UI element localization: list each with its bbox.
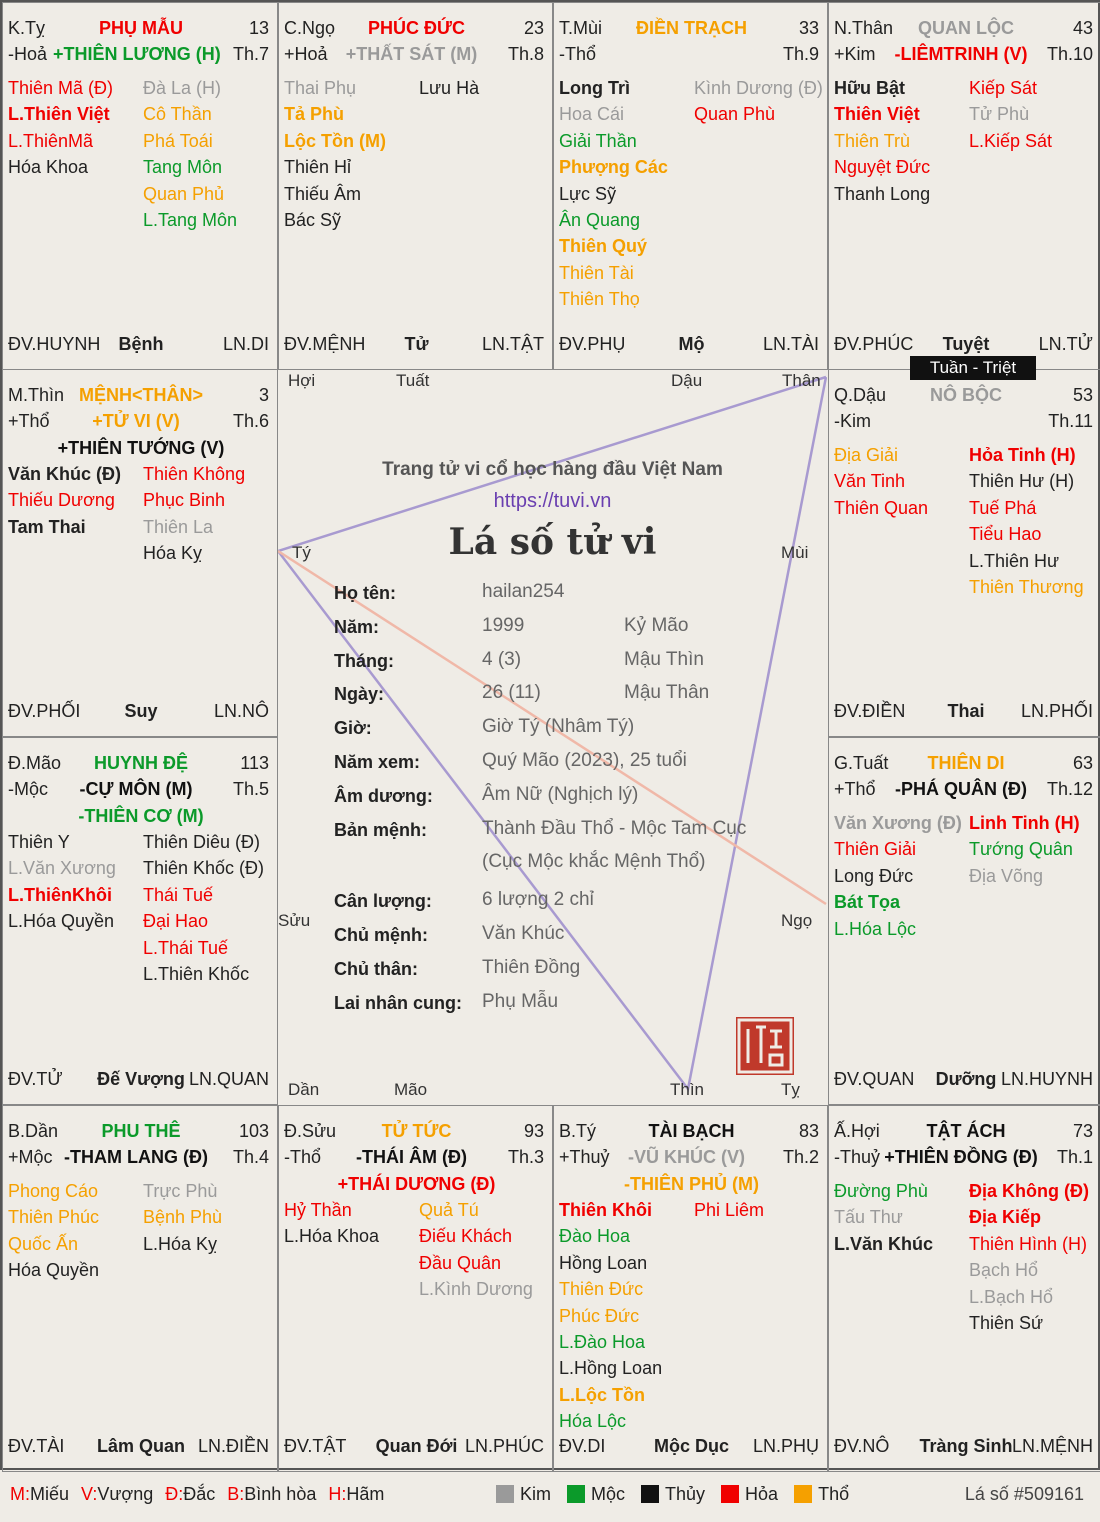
- minor-star: Tang Môn: [143, 157, 223, 178]
- minor-star: L.Văn Khúc: [834, 1233, 934, 1254]
- page-title: Lá số tử vi: [448, 521, 657, 563]
- info-label: Năm xem:: [334, 752, 421, 772]
- palace-cell[interactable]: [278, 2, 553, 370]
- minor-star: Văn Tinh: [834, 471, 906, 492]
- palace-title: PHỤ MẪU: [99, 18, 183, 38]
- palace-age: 63: [1072, 753, 1093, 773]
- info-label: Giờ:: [334, 718, 372, 739]
- minor-star: Quan Phủ: [143, 183, 225, 204]
- minor-star: L.Lộc Tồn: [559, 1384, 645, 1405]
- minor-star: Quan Phù: [694, 104, 776, 125]
- info-label: Chủ thân:: [334, 958, 418, 979]
- minor-star: Bệnh Phù: [143, 1207, 223, 1228]
- corner-than: Thân: [782, 371, 821, 390]
- corner-dau: Dậu: [671, 371, 703, 390]
- major-star: -LIÊMTRINH (V): [894, 44, 1028, 64]
- palace-ln: LN.QUAN: [188, 1069, 269, 1089]
- minor-star: Quả Tú: [419, 1200, 479, 1220]
- palace-stage: Suy: [124, 701, 158, 721]
- legend-code: V:: [81, 1484, 98, 1504]
- palace-dv: ĐV.ĐIỀN: [834, 701, 906, 721]
- major-star: -PHÁ QUÂN (Đ): [895, 779, 1027, 799]
- palace-month: Th.4: [232, 1147, 269, 1167]
- palace-dv: ĐV.DI: [559, 1436, 606, 1456]
- minor-star: Kiếp Sát: [969, 78, 1038, 98]
- seal-icon: [736, 1017, 794, 1075]
- info-label: Năm:: [334, 616, 380, 637]
- corner-dan: Dần: [288, 1080, 320, 1099]
- palace-branch: Ấ.Hợi: [834, 1121, 880, 1141]
- chart-number: Lá số #509161: [964, 1484, 1084, 1504]
- minor-star: Bác Sỹ: [284, 210, 342, 230]
- info-extra: Mậu Thìn: [624, 648, 704, 670]
- palace-stage: Đế Vượng: [97, 1069, 185, 1089]
- minor-star: Thiên Đức: [559, 1279, 644, 1300]
- minor-star: Thiếu Dương: [8, 490, 115, 511]
- minor-star: L.Hóa Kỵ: [143, 1233, 218, 1254]
- site-url-link[interactable]: https://tuvi.vn: [493, 490, 612, 512]
- info-value: 4 (3): [482, 648, 522, 670]
- minor-star: Văn Khúc (Đ): [8, 464, 122, 484]
- info-value: 6 lượng 2 chỉ: [482, 889, 594, 911]
- minor-star: Thiên Quan: [834, 497, 929, 518]
- palace-dv: ĐV.PHỤ: [559, 334, 626, 354]
- minor-star: Lưu Hà: [419, 78, 480, 98]
- palace-title: HUYNH ĐỆ: [93, 753, 188, 773]
- legend-label: Bình hòa: [244, 1484, 317, 1504]
- major-star: -CỰ MÔN (M): [79, 779, 193, 799]
- major-star: -THAM LANG (Đ): [64, 1147, 208, 1167]
- minor-star: Phong Cáo: [8, 1181, 99, 1201]
- palace-dv: ĐV.NÔ: [834, 1436, 890, 1456]
- major-star: +THIÊN ĐỒNG (Đ): [884, 1147, 1038, 1167]
- minor-star: Địa Không (Đ): [969, 1181, 1089, 1201]
- element-swatch: [567, 1485, 585, 1503]
- palace-title: TỬ TỨC: [381, 1121, 452, 1141]
- legend-code: B:: [227, 1484, 245, 1504]
- minor-star: Đà La (H): [143, 78, 222, 98]
- palace-element: -Hoả: [8, 44, 48, 64]
- palace-age: 3: [258, 385, 269, 405]
- minor-star: Tử Phù: [969, 104, 1030, 125]
- minor-star: Phục Binh: [143, 490, 226, 511]
- element-swatch: [794, 1485, 812, 1503]
- info-extra: Kỷ Mão: [624, 614, 689, 636]
- corner-mui: Mùi: [781, 543, 809, 562]
- major-star: +TỬ VI (V): [92, 411, 180, 431]
- major-star: -THÁI ÂM (Đ): [356, 1147, 467, 1167]
- info-value: Giờ Tý (Nhâm Tý): [482, 716, 635, 738]
- palace-ln: LN.PHỤ: [752, 1436, 819, 1456]
- palace-age: 13: [248, 18, 269, 38]
- palace-cell[interactable]: [2, 1105, 278, 1472]
- minor-star: Bát Tọa: [834, 892, 901, 913]
- palace-element: -Thổ: [559, 44, 597, 64]
- minor-star: Văn Xương (Đ): [834, 813, 962, 833]
- palace-title: THIÊN DI: [927, 753, 1005, 773]
- palace-cell[interactable]: [828, 737, 1100, 1105]
- minor-star: Hoa Cái: [559, 104, 625, 125]
- minor-star: Hóa Quyền: [8, 1260, 100, 1281]
- minor-star: Hóa Kỵ: [143, 543, 203, 564]
- minor-star: Giải Thần: [559, 130, 637, 151]
- center-info: [278, 369, 827, 1105]
- minor-star: L.Tang Môn: [143, 210, 238, 230]
- minor-star: L.Đào Hoa: [559, 1332, 646, 1352]
- minor-star: Địa Giải: [834, 445, 899, 465]
- palace-element: +Kim: [834, 44, 876, 64]
- palace-stage: Mộ: [678, 334, 705, 354]
- palace-branch: Đ.Sửu: [284, 1121, 337, 1141]
- palace-month: Th.12: [1046, 779, 1093, 799]
- palace-dv: ĐV.PHÚC: [834, 334, 914, 354]
- minor-star: L.Thiên Hư: [969, 550, 1060, 571]
- info-label: Ngày:: [334, 684, 385, 705]
- minor-star: Đường Phù: [834, 1181, 928, 1201]
- minor-star: L.Hóa Quyền: [8, 911, 115, 932]
- minor-star: Đầu Quân: [419, 1252, 502, 1273]
- seal-stamp: [736, 1017, 794, 1075]
- major-star-2: +THIÊN TƯỚNG (V): [57, 438, 225, 458]
- minor-star: Tấu Thư: [834, 1207, 903, 1228]
- palace-element: +Mộc: [8, 1147, 53, 1167]
- palace-element: +Thổ: [8, 411, 50, 431]
- palace-dv: ĐV.TẬT: [284, 1436, 347, 1456]
- minor-star: Kình Dương (Đ): [694, 78, 823, 98]
- palace-stage: Bệnh: [118, 334, 164, 354]
- major-star: +THẤT SÁT (M): [345, 44, 478, 64]
- palace-stage: Tử: [404, 334, 429, 354]
- tuan-triet-badge: Tuần - Triệt: [910, 356, 1036, 380]
- minor-star: Bạch Hổ: [969, 1260, 1039, 1281]
- palace-age: 43: [1072, 18, 1093, 38]
- info-value: (Cục Mộc khắc Mệnh Thổ): [482, 851, 706, 873]
- info-value: 1999: [482, 614, 525, 636]
- element-swatch: [641, 1485, 659, 1503]
- palace-ln: LN.TỬ: [1038, 334, 1093, 354]
- legend-code: H:: [328, 1484, 347, 1504]
- minor-star: Thiên Hư (H): [969, 471, 1075, 492]
- minor-star: Thiên Thương: [969, 577, 1084, 597]
- corner-tuat: Tuất: [396, 371, 430, 390]
- minor-star: Thiếu Âm: [284, 183, 362, 204]
- minor-star: Đào Hoa: [559, 1226, 631, 1247]
- minor-star: Thiên Việt: [834, 104, 920, 125]
- info-value: Thiên Đồng: [482, 956, 581, 978]
- minor-star: L.Kình Dương: [419, 1279, 533, 1300]
- minor-star: Lực Sỹ: [559, 183, 617, 204]
- minor-star: L.ThiênKhôi: [8, 884, 112, 905]
- palace-month: Th.11: [1048, 411, 1093, 431]
- minor-star: Lộc Tồn (M): [284, 130, 386, 151]
- palace-month: Th.5: [232, 779, 269, 799]
- palace-ln: LN.PHỐI: [1020, 701, 1093, 721]
- info-value: hailan254: [482, 581, 565, 602]
- palace-cell[interactable]: [553, 2, 828, 370]
- info-label: Cân lượng:: [334, 891, 432, 912]
- minor-star: Tướng Quân: [969, 839, 1073, 860]
- info-value: Phụ Mẫu: [482, 990, 559, 1012]
- corner-ngo: Ngọ: [781, 911, 813, 930]
- palace-cell[interactable]: [828, 1105, 1100, 1472]
- palace-age: 103: [238, 1121, 269, 1141]
- minor-star: Thiên Hình (H): [969, 1233, 1088, 1254]
- info-label: Âm dương:: [334, 785, 433, 806]
- palace-title: PHÚC ĐỨC: [368, 18, 465, 38]
- minor-star: Phúc Đức: [559, 1305, 640, 1326]
- info-value: Quý Mão (2023), 25 tuổi: [482, 750, 687, 771]
- minor-star: L.Thiên Việt: [8, 104, 110, 125]
- palace-cell[interactable]: [553, 1105, 828, 1472]
- palace-ln: LN.NÔ: [213, 701, 269, 721]
- element-label: Mộc: [591, 1484, 626, 1504]
- palace-branch: B.Dần: [8, 1121, 59, 1141]
- palace-title: PHU THÊ: [101, 1121, 181, 1141]
- element-label: Thổ: [818, 1484, 850, 1504]
- legend-bar: [0, 1472, 1100, 1520]
- element-swatch: [496, 1485, 514, 1503]
- palace-element: +Hoả: [284, 44, 328, 64]
- info-label: Tháng:: [334, 650, 394, 671]
- info-label: Chủ mệnh:: [334, 925, 428, 945]
- palace-element: -Thuỷ: [834, 1147, 881, 1167]
- major-star-2: -THIÊN PHỦ (M): [624, 1174, 759, 1194]
- palace-branch: K.Tỵ: [8, 18, 46, 38]
- palace-branch: B.Tý: [559, 1121, 597, 1141]
- palace-title: QUAN LỘC: [918, 18, 1014, 38]
- palace-stage: Mộc Dục: [653, 1436, 729, 1456]
- minor-star: Long Đức: [834, 865, 914, 886]
- palace-ln: LN.PHÚC: [464, 1436, 544, 1456]
- minor-star: Thiên Trù: [834, 130, 911, 151]
- palace-dv: ĐV.TỬ: [8, 1069, 63, 1089]
- major-star-2: +THÁI DƯƠNG (Đ): [337, 1174, 496, 1194]
- palace-element: +Thuỷ: [559, 1147, 610, 1167]
- legend-label: Hãm: [346, 1484, 385, 1504]
- minor-star: L.Hóa Khoa: [284, 1226, 380, 1247]
- palace-branch: M.Thìn: [8, 385, 65, 405]
- palace-cell[interactable]: [2, 737, 278, 1105]
- palace-cell[interactable]: [2, 2, 278, 370]
- palace-branch: Q.Dậu: [834, 385, 887, 405]
- minor-star: Tả Phù: [284, 104, 345, 125]
- minor-star: L.Kiếp Sát: [969, 130, 1053, 151]
- palace-stage: Thai: [947, 701, 985, 721]
- palace-month: Th.1: [1056, 1147, 1093, 1167]
- palace-title: MỆNH<THÂN>: [78, 385, 203, 405]
- palace-ln: LN.HUYNH: [1000, 1069, 1093, 1089]
- palace-ln: LN.MỆNH: [1011, 1436, 1093, 1456]
- legend-label: Đắc: [183, 1484, 216, 1504]
- minor-star: Thiên Không: [143, 464, 246, 484]
- corner-mao: Mão: [394, 1080, 428, 1099]
- minor-star: Tiểu Hao: [969, 524, 1042, 545]
- minor-star: Thiên Khốc (Đ): [143, 858, 265, 879]
- palace-month: Th.7: [232, 44, 269, 64]
- legend-code: Đ:: [165, 1484, 184, 1504]
- palace-dv: ĐV.MỆNH: [284, 334, 366, 354]
- minor-star: L.ThiênMã: [8, 130, 94, 151]
- info-extra: Mậu Thân: [624, 682, 710, 704]
- info-value: Thành Đầu Thổ - Mộc Tam Cục: [482, 817, 747, 839]
- palace-cell[interactable]: [828, 2, 1100, 370]
- info-label: Lai nhân cung:: [334, 992, 462, 1013]
- palace-branch: T.Mùi: [559, 18, 603, 38]
- palace-dv: ĐV.QUAN: [834, 1069, 915, 1089]
- palace-month: Th.6: [232, 411, 269, 431]
- palace-ln: LN.ĐIỀN: [197, 1436, 269, 1456]
- minor-star: Thiên Giải: [834, 839, 917, 860]
- palace-month: Th.2: [782, 1147, 819, 1167]
- minor-star: Tuế Phá: [969, 497, 1037, 518]
- palace-stage: Lâm Quan: [96, 1436, 185, 1456]
- minor-star: Thiên La: [143, 516, 214, 537]
- corner-ty: Tý: [292, 543, 311, 562]
- palace-cell[interactable]: [278, 1105, 553, 1472]
- palace-age: 23: [523, 18, 544, 38]
- palace-ln: LN.DI: [222, 334, 269, 354]
- minor-star: L.Thái Tuế: [143, 937, 229, 958]
- minor-star: Cô Thần: [143, 104, 212, 125]
- minor-star: Ân Quang: [559, 210, 641, 230]
- palace-element: -Mộc: [8, 779, 48, 799]
- palace-title: TÀI BẠCH: [648, 1121, 735, 1141]
- palace-branch: N.Thân: [834, 18, 894, 38]
- minor-star: Thiên Sứ: [969, 1313, 1044, 1333]
- minor-star: Thiên Khôi: [559, 1200, 652, 1220]
- element-label: Thủy: [665, 1484, 706, 1504]
- minor-star: Thiên Phúc: [8, 1207, 100, 1228]
- minor-star: Thiên Tài: [559, 262, 634, 283]
- corner-hoi: Hợi: [288, 371, 316, 390]
- legend-label: Vượng: [97, 1484, 154, 1504]
- palace-stage: Dưỡng: [935, 1069, 997, 1089]
- palace-ln: LN.TÀI: [762, 334, 819, 354]
- minor-star: Hóa Lộc: [559, 1411, 627, 1432]
- site-name: Trang tử vi cổ học hàng đầu Việt Nam: [382, 459, 723, 480]
- corner-ty-bottom: Tỵ: [781, 1080, 800, 1099]
- minor-star: L.Bạch Hổ: [969, 1286, 1054, 1307]
- palace-age: 83: [798, 1121, 819, 1141]
- palace-cell[interactable]: [828, 369, 1100, 737]
- minor-star: Thiên Y: [8, 832, 70, 852]
- palace-title: NÔ BỘC: [930, 385, 1002, 405]
- corner-thin: Thìn: [670, 1080, 705, 1099]
- minor-star: Tam Thai: [8, 516, 86, 537]
- minor-star: Hồng Loan: [559, 1252, 648, 1273]
- minor-star: L.Thiên Khốc: [143, 964, 250, 984]
- palace-stage: Quan Đới: [375, 1436, 458, 1456]
- palace-title: ĐIỀN TRẠCH: [636, 18, 747, 38]
- minor-star: L.Hóa Lộc: [834, 918, 917, 939]
- minor-star: Địa Kiếp: [969, 1207, 1042, 1228]
- palace-stage: Tuyệt: [942, 334, 990, 354]
- element-label: Kim: [520, 1484, 551, 1504]
- minor-star: Thiên Mã (Đ): [8, 78, 114, 98]
- minor-star: Thiên Quý: [559, 236, 648, 257]
- palace-age: 93: [523, 1121, 544, 1141]
- palace-branch: Đ.Mão: [8, 753, 62, 773]
- minor-star: Hóa Khoa: [8, 157, 89, 178]
- palace-stage: Tràng Sinh: [919, 1436, 1013, 1456]
- element-label: Hỏa: [745, 1484, 779, 1504]
- info-label: Họ tên:: [334, 583, 396, 603]
- major-star-2: -THIÊN CƠ (M): [78, 806, 204, 826]
- minor-star: Nguyệt Đức: [834, 157, 931, 178]
- minor-star: Thanh Long: [834, 183, 931, 204]
- corner-suu: Sửu: [278, 911, 311, 930]
- palace-dv: ĐV.TÀI: [8, 1436, 65, 1456]
- minor-star: Thiên Diêu (Đ): [143, 832, 261, 852]
- minor-star: Địa Võng: [969, 865, 1044, 886]
- minor-star: Hữu Bật: [834, 78, 906, 98]
- info-value: Văn Khúc: [482, 923, 565, 944]
- minor-star: Quốc Ấn: [8, 1233, 79, 1254]
- palace-title: TẬT ÁCH: [926, 1121, 1006, 1141]
- palace-ln: LN.TẬT: [481, 334, 544, 354]
- palace-age: 73: [1072, 1121, 1093, 1141]
- minor-star: Đại Hao: [143, 911, 209, 932]
- info-value: Âm Nữ (Nghịch lý): [482, 783, 639, 805]
- palace-element: +Thổ: [834, 779, 876, 799]
- minor-star: Thái Tuế: [143, 884, 214, 905]
- legend-code: M:: [10, 1484, 30, 1504]
- minor-star: Thai Phụ: [284, 78, 357, 98]
- palace-age: 33: [798, 18, 819, 38]
- legend-elements: [496, 1484, 865, 1505]
- minor-star: Thiên Thọ: [559, 289, 640, 310]
- minor-star: Long Trì: [559, 78, 630, 98]
- palace-age: 113: [240, 753, 269, 773]
- palace-branch: G.Tuất: [834, 753, 889, 773]
- minor-star: Phi Liêm: [694, 1200, 765, 1220]
- minor-star: Hỷ Thần: [284, 1200, 352, 1220]
- minor-star: Thiên Hỉ: [284, 157, 352, 178]
- palace-element: -Kim: [834, 411, 871, 431]
- minor-star: Phượng Các: [559, 157, 668, 178]
- palace-cell[interactable]: [2, 369, 278, 737]
- minor-star: L.Văn Xương: [8, 858, 116, 879]
- legend-brightness: [10, 1484, 396, 1505]
- palace-element: -Thổ: [284, 1147, 322, 1167]
- palace-month: Th.9: [782, 44, 819, 64]
- info-label: Bản mệnh:: [334, 819, 428, 840]
- major-star: +THIÊN LƯƠNG (H): [53, 44, 221, 64]
- palace-month: Th.8: [507, 44, 544, 64]
- info-value: 26 (11): [482, 682, 541, 704]
- palace-dv: ĐV.HUYNH: [8, 334, 101, 354]
- palace-month: Th.10: [1046, 44, 1093, 64]
- minor-star: Điếu Khách: [419, 1226, 513, 1247]
- minor-star: Trực Phù: [143, 1181, 218, 1201]
- major-star: -VŨ KHÚC (V): [628, 1147, 745, 1167]
- element-swatch: [721, 1485, 739, 1503]
- palace-branch: C.Ngọ: [284, 18, 336, 38]
- palace-age: 53: [1072, 385, 1093, 405]
- minor-star: Hỏa Tinh (H): [969, 445, 1076, 465]
- minor-star: L.Hồng Loan: [559, 1358, 663, 1379]
- minor-star: Phá Toái: [143, 130, 213, 151]
- legend-label: Miếu: [30, 1484, 70, 1504]
- minor-star: Linh Tinh (H): [969, 813, 1080, 833]
- palace-month: Th.3: [507, 1147, 544, 1167]
- palace-dv: ĐV.PHỐI: [8, 701, 81, 721]
